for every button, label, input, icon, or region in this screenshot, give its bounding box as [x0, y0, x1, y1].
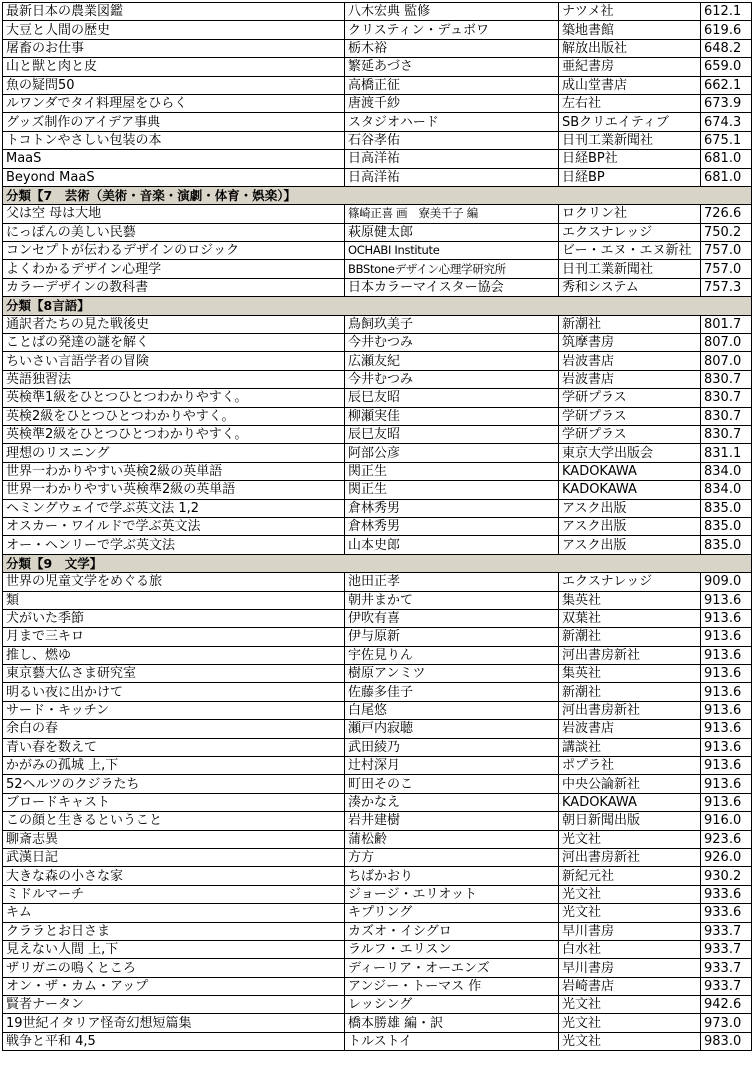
book-row — [3, 3, 752, 21]
publisher-cell: 河出書房新社 — [559, 848, 701, 866]
author-cell: キプリング — [345, 904, 559, 922]
classification-code-cell: 830.7 — [701, 425, 752, 443]
publisher-cell: 秀和システム — [559, 278, 701, 296]
publisher-cell: 朝日新聞出版 — [559, 812, 701, 830]
publisher-cell: KADOKAWA — [559, 481, 701, 499]
category-row — [3, 186, 752, 204]
classification-code-cell: 983.0 — [701, 1032, 752, 1050]
category-label: 分類【7 芸術（美術・音楽・演劇・体育・娯楽）】 — [3, 186, 752, 204]
author-cell: 八木宏典 監修 — [345, 3, 559, 21]
author-cell: 倉林秀男 — [345, 517, 559, 535]
book-title-cell: オー・ヘンリーで学ぶ英文法 — [3, 536, 345, 554]
book-title-cell: サード・キッチン — [3, 701, 345, 719]
book-title-cell: 犬がいた季節 — [3, 609, 345, 627]
classification-code-cell: 801.7 — [701, 315, 752, 333]
author-cell: クリスティン・デュボワ — [345, 21, 559, 39]
author-cell: 広瀬友紀 — [345, 352, 559, 370]
author-cell: 伊吹有喜 — [345, 609, 559, 627]
book-row — [3, 959, 752, 977]
classification-code-cell: 933.6 — [701, 885, 752, 903]
author-cell: 湊かなえ — [345, 793, 559, 811]
book-title-cell: MaaS — [3, 150, 345, 168]
classification-code-cell: 835.0 — [701, 536, 752, 554]
classification-code-cell: 659.0 — [701, 58, 752, 76]
classification-code-cell: 933.7 — [701, 977, 752, 995]
book-title-cell: 見えない人間 上,下 — [3, 940, 345, 958]
book-title-cell: ルワンダでタイ料理屋をひらく — [3, 94, 345, 112]
author-cell: トルストイ — [345, 1032, 559, 1050]
classification-code-cell: 913.6 — [701, 628, 752, 646]
book-row — [3, 278, 752, 296]
publisher-cell: 早川書房 — [559, 922, 701, 940]
author-cell: 唐渡千紗 — [345, 94, 559, 112]
classification-code-cell: 681.0 — [701, 168, 752, 186]
book-title-cell: 英検2級をひとつひとつわかりやすく。 — [3, 407, 345, 425]
classification-code-cell: 973.0 — [701, 1014, 752, 1032]
book-title-cell: 通訳者たちの見た戦後史 — [3, 315, 345, 333]
book-row — [3, 150, 752, 168]
author-cell: 繁延あづさ — [345, 58, 559, 76]
book-title-cell: 類 — [3, 591, 345, 609]
classification-code-cell: 913.6 — [701, 775, 752, 793]
author-cell: レッシング — [345, 996, 559, 1014]
classification-code-cell: 807.0 — [701, 334, 752, 352]
book-row — [3, 389, 752, 407]
book-title-cell: 19世紀イタリア怪奇幻想短篇集 — [3, 1014, 345, 1032]
publisher-cell: KADOKAWA — [559, 462, 701, 480]
book-title-cell: 明るい夜に出かけて — [3, 683, 345, 701]
publisher-cell: ナツメ社 — [559, 3, 701, 21]
author-cell: 宇佐見りん — [345, 646, 559, 664]
book-title-cell: 戦争と平和 4,5 — [3, 1032, 345, 1050]
book-title-cell: にっぽんの美しい民藝 — [3, 223, 345, 241]
publisher-cell: 集英社 — [559, 591, 701, 609]
classification-code-cell: 913.6 — [701, 646, 752, 664]
author-cell: 伊与原新 — [345, 628, 559, 646]
book-row — [3, 352, 752, 370]
book-title-cell: 大豆と人間の歴史 — [3, 21, 345, 39]
publisher-cell: 学研プラス — [559, 389, 701, 407]
author-cell: 樹原アンミツ — [345, 665, 559, 683]
publisher-cell: アスク出版 — [559, 517, 701, 535]
classification-code-cell: 831.1 — [701, 444, 752, 462]
book-row — [3, 242, 752, 260]
book-row — [3, 775, 752, 793]
publisher-cell: 白水社 — [559, 940, 701, 958]
book-title-cell: 最新日本の農業図鑑 — [3, 3, 345, 21]
classification-code-cell: 913.6 — [701, 701, 752, 719]
publisher-cell: 成山堂書店 — [559, 76, 701, 94]
publisher-cell: ポプラ社 — [559, 757, 701, 775]
book-title-cell: 世界一わかりやすい英検2級の英単語 — [3, 462, 345, 480]
author-cell: 白尾悠 — [345, 701, 559, 719]
classification-code-cell: 913.6 — [701, 591, 752, 609]
classification-code-cell: 933.7 — [701, 922, 752, 940]
book-title-cell: トコトンやさしい包装の本 — [3, 131, 345, 149]
book-row — [3, 628, 752, 646]
classification-code-cell: 933.6 — [701, 904, 752, 922]
category-label: 分類【8言語】 — [3, 297, 752, 315]
book-row — [3, 131, 752, 149]
author-cell: 関正生 — [345, 462, 559, 480]
publisher-cell: 岩波書店 — [559, 352, 701, 370]
book-row — [3, 21, 752, 39]
classification-code-cell: 933.7 — [701, 959, 752, 977]
publisher-cell: エクスナレッジ — [559, 573, 701, 591]
book-row — [3, 425, 752, 443]
publisher-cell: 光文社 — [559, 996, 701, 1014]
publisher-cell: 日刊工業新聞社 — [559, 131, 701, 149]
category-label: 分類【9 文学】 — [3, 554, 752, 572]
publisher-cell: 講談社 — [559, 738, 701, 756]
publisher-cell: 東京大学出版会 — [559, 444, 701, 462]
book-row — [3, 39, 752, 57]
author-cell: 日高洋祐 — [345, 168, 559, 186]
classification-code-cell: 835.0 — [701, 517, 752, 535]
book-title-cell: オン・ザ・カム・アップ — [3, 977, 345, 995]
classification-code-cell: 913.6 — [701, 683, 752, 701]
book-row — [3, 646, 752, 664]
book-title-cell: ザリガニの鳴くところ — [3, 959, 345, 977]
author-cell: アンジー・トーマス 作 — [345, 977, 559, 995]
book-row — [3, 885, 752, 903]
book-row — [3, 205, 752, 223]
book-row — [3, 407, 752, 425]
author-cell: 鳥飼玖美子 — [345, 315, 559, 333]
author-cell: 関正生 — [345, 481, 559, 499]
category-row — [3, 297, 752, 315]
author-cell: 栃木裕 — [345, 39, 559, 57]
book-row — [3, 609, 752, 627]
publisher-cell: 亜紀書房 — [559, 58, 701, 76]
publisher-cell: アスク出版 — [559, 536, 701, 554]
book-title-cell: よくわかるデザイン心理学 — [3, 260, 345, 278]
book-row — [3, 940, 752, 958]
book-row — [3, 113, 752, 131]
publisher-cell: 光文社 — [559, 830, 701, 848]
book-row — [3, 334, 752, 352]
book-title-cell: 世界の児童文学をめぐる旅 — [3, 573, 345, 591]
book-title-cell: 推し、燃ゆ — [3, 646, 345, 664]
book-title-cell: Beyond MaaS — [3, 168, 345, 186]
classification-code-cell: 612.1 — [701, 3, 752, 21]
book-row — [3, 701, 752, 719]
author-cell: 辰巳友昭 — [345, 425, 559, 443]
book-title-cell: 余白の春 — [3, 720, 345, 738]
author-cell: BBStoneデザイン心理学研究所 — [345, 260, 559, 278]
classification-code-cell: 648.2 — [701, 39, 752, 57]
classification-code-cell: 675.1 — [701, 131, 752, 149]
book-row — [3, 573, 752, 591]
author-cell: 方方 — [345, 848, 559, 866]
publisher-cell: 光文社 — [559, 885, 701, 903]
classification-code-cell: 916.0 — [701, 812, 752, 830]
publisher-cell: 中央公論新社 — [559, 775, 701, 793]
book-row — [3, 1032, 752, 1050]
book-title-cell: 東京藝大仏さま研究室 — [3, 665, 345, 683]
book-title-cell: 理想のリスニング — [3, 444, 345, 462]
book-title-cell: クララとお日さま — [3, 922, 345, 940]
classification-code-cell: 662.1 — [701, 76, 752, 94]
book-title-cell: カラーデザインの教科書 — [3, 278, 345, 296]
publisher-cell: 集英社 — [559, 665, 701, 683]
classification-code-cell: 757.3 — [701, 278, 752, 296]
author-cell: 山本史郎 — [345, 536, 559, 554]
book-row — [3, 738, 752, 756]
classification-code-cell: 757.0 — [701, 260, 752, 278]
book-title-cell: ちいさい言語学者の冒険 — [3, 352, 345, 370]
publisher-cell: 解放出版社 — [559, 39, 701, 57]
author-cell: ディーリア・オーエンズ — [345, 959, 559, 977]
book-row — [3, 517, 752, 535]
publisher-cell: 河出書房新社 — [559, 701, 701, 719]
author-cell: ジョージ・エリオット — [345, 885, 559, 903]
book-row — [3, 315, 752, 333]
book-title-cell: ヘミングウェイで学ぶ英文法 1,2 — [3, 499, 345, 517]
author-cell: ラルフ・エリスン — [345, 940, 559, 958]
publisher-cell: アスク出版 — [559, 499, 701, 517]
author-cell: 柳瀬実佳 — [345, 407, 559, 425]
book-title-cell: 山と獣と肉と皮 — [3, 58, 345, 76]
book-row — [3, 462, 752, 480]
book-row — [3, 996, 752, 1014]
classification-code-cell: 926.0 — [701, 848, 752, 866]
book-row — [3, 867, 752, 885]
classification-code-cell: 913.6 — [701, 793, 752, 811]
book-row — [3, 830, 752, 848]
book-title-cell: 月まで三キロ — [3, 628, 345, 646]
classification-code-cell: 619.6 — [701, 21, 752, 39]
classification-code-cell: 681.0 — [701, 150, 752, 168]
classification-code-cell: 923.6 — [701, 830, 752, 848]
publisher-cell: 新潮社 — [559, 628, 701, 646]
book-row — [3, 168, 752, 186]
publisher-cell: ビー・エヌ・エヌ新社 — [559, 242, 701, 260]
classification-code-cell: 726.6 — [701, 205, 752, 223]
category-row — [3, 554, 752, 572]
book-title-cell: 世界一わかりやすい英検準2級の英単語 — [3, 481, 345, 499]
book-title-cell: 武漢日記 — [3, 848, 345, 866]
author-cell: カズオ・イシグロ — [345, 922, 559, 940]
book-row — [3, 720, 752, 738]
book-row — [3, 94, 752, 112]
book-title-cell: この顔と生きるということ — [3, 812, 345, 830]
author-cell: ちばかおり — [345, 867, 559, 885]
classification-code-cell: 830.7 — [701, 389, 752, 407]
classification-code-cell: 830.7 — [701, 370, 752, 388]
publisher-cell: SBクリエイティブ — [559, 113, 701, 131]
book-row — [3, 223, 752, 241]
author-cell: 萩原健太郎 — [345, 223, 559, 241]
author-cell: 今井むつみ — [345, 370, 559, 388]
classification-code-cell: 942.6 — [701, 996, 752, 1014]
publisher-cell: 学研プラス — [559, 425, 701, 443]
book-row — [3, 904, 752, 922]
classification-code-cell: 673.9 — [701, 94, 752, 112]
publisher-cell: 光文社 — [559, 1014, 701, 1032]
book-row — [3, 481, 752, 499]
book-title-cell: キム — [3, 904, 345, 922]
book-row — [3, 1014, 752, 1032]
book-row — [3, 977, 752, 995]
author-cell: スタジオハード — [345, 113, 559, 131]
author-cell: 阿部公彦 — [345, 444, 559, 462]
author-cell: 武田綾乃 — [345, 738, 559, 756]
book-title-cell: 賢者ナータン — [3, 996, 345, 1014]
classification-code-cell: 757.0 — [701, 242, 752, 260]
author-cell: 石谷孝佑 — [345, 131, 559, 149]
book-title-cell: ことばの発達の謎を解く — [3, 334, 345, 352]
book-row — [3, 499, 752, 517]
publisher-cell: 左右社 — [559, 94, 701, 112]
publisher-cell: 光文社 — [559, 904, 701, 922]
classification-code-cell: 933.7 — [701, 940, 752, 958]
classification-code-cell: 913.6 — [701, 665, 752, 683]
publisher-cell: ロクリン社 — [559, 205, 701, 223]
book-title-cell: オスカー・ワイルドで学ぶ英文法 — [3, 517, 345, 535]
book-list-body — [3, 3, 752, 1051]
publisher-cell: 日刊工業新聞社 — [559, 260, 701, 278]
book-row — [3, 757, 752, 775]
author-cell: 朝井まかて — [345, 591, 559, 609]
book-row — [3, 444, 752, 462]
publisher-cell: 岩波書店 — [559, 720, 701, 738]
publisher-cell: 新紀元社 — [559, 867, 701, 885]
publisher-cell: 日経BP — [559, 168, 701, 186]
book-title-cell: かがみの孤城 上,下 — [3, 757, 345, 775]
book-title-cell: 大きな森の小さな家 — [3, 867, 345, 885]
author-cell: 岩井建樹 — [345, 812, 559, 830]
publisher-cell: 日経BP社 — [559, 150, 701, 168]
author-cell: OCHABI Institute — [345, 242, 559, 260]
publisher-cell: 新潮社 — [559, 315, 701, 333]
book-row — [3, 683, 752, 701]
book-title-cell: 英語独習法 — [3, 370, 345, 388]
book-row — [3, 922, 752, 940]
classification-code-cell: 674.3 — [701, 113, 752, 131]
book-title-cell: 52ヘルツのクジラたち — [3, 775, 345, 793]
publisher-cell: 筑摩書房 — [559, 334, 701, 352]
classification-code-cell: 750.2 — [701, 223, 752, 241]
book-row — [3, 76, 752, 94]
author-cell: 倉林秀男 — [345, 499, 559, 517]
classification-code-cell: 930.2 — [701, 867, 752, 885]
classification-code-cell: 913.6 — [701, 757, 752, 775]
classification-code-cell: 834.0 — [701, 481, 752, 499]
publisher-cell: エクスナレッジ — [559, 223, 701, 241]
book-title-cell: 聊斎志異 — [3, 830, 345, 848]
classification-code-cell: 913.6 — [701, 609, 752, 627]
publisher-cell: 岩崎書店 — [559, 977, 701, 995]
book-title-cell: 青い春を数えて — [3, 738, 345, 756]
author-cell: 今井むつみ — [345, 334, 559, 352]
publisher-cell: 築地書館 — [559, 21, 701, 39]
author-cell: 佐藤多佳子 — [345, 683, 559, 701]
classification-code-cell: 913.6 — [701, 738, 752, 756]
publisher-cell: 早川書房 — [559, 959, 701, 977]
classification-code-cell: 830.7 — [701, 407, 752, 425]
author-cell: 高橋正征 — [345, 76, 559, 94]
publisher-cell: 新潮社 — [559, 683, 701, 701]
author-cell: 日高洋祐 — [345, 150, 559, 168]
publisher-cell: 河出書房新社 — [559, 646, 701, 664]
classification-code-cell: 835.0 — [701, 499, 752, 517]
publisher-cell: 双葉社 — [559, 609, 701, 627]
book-row — [3, 665, 752, 683]
publisher-cell: KADOKAWA — [559, 793, 701, 811]
author-cell: 町田そのこ — [345, 775, 559, 793]
book-row — [3, 536, 752, 554]
book-title-cell: 英検準2級をひとつひとつわかりやすく。 — [3, 425, 345, 443]
book-title-cell: 英検準1級をひとつひとつわかりやすく。 — [3, 389, 345, 407]
classification-code-cell: 913.6 — [701, 720, 752, 738]
author-cell: 辻村深月 — [345, 757, 559, 775]
publisher-cell: 岩波書店 — [559, 370, 701, 388]
book-row — [3, 848, 752, 866]
book-title-cell: グッズ制作のアイデア事典 — [3, 113, 345, 131]
author-cell: 蒲松齢 — [345, 830, 559, 848]
book-title-cell: ミドルマーチ — [3, 885, 345, 903]
author-cell: 篠崎正喜 画 寮美千子 編 — [345, 205, 559, 223]
author-cell: 日本カラーマイスター協会 — [345, 278, 559, 296]
book-title-cell: コンセプトが伝わるデザインのロジック — [3, 242, 345, 260]
book-title-cell: 魚の疑問50 — [3, 76, 345, 94]
book-row — [3, 591, 752, 609]
book-title-cell: 父は空 母は大地 — [3, 205, 345, 223]
classification-code-cell: 909.0 — [701, 573, 752, 591]
book-title-cell: 屠畜のお仕事 — [3, 39, 345, 57]
book-list-table — [2, 2, 752, 1051]
book-row — [3, 812, 752, 830]
author-cell: 辰巳友昭 — [345, 389, 559, 407]
publisher-cell: 学研プラス — [559, 407, 701, 425]
book-title-cell: ブロードキャスト — [3, 793, 345, 811]
author-cell: 池田正孝 — [345, 573, 559, 591]
book-row — [3, 793, 752, 811]
publisher-cell: 光文社 — [559, 1032, 701, 1050]
book-row — [3, 370, 752, 388]
classification-code-cell: 834.0 — [701, 462, 752, 480]
author-cell: 瀬戸内寂聴 — [345, 720, 559, 738]
book-row — [3, 58, 752, 76]
book-row — [3, 260, 752, 278]
author-cell: 橋本勝雄 編・訳 — [345, 1014, 559, 1032]
classification-code-cell: 807.0 — [701, 352, 752, 370]
